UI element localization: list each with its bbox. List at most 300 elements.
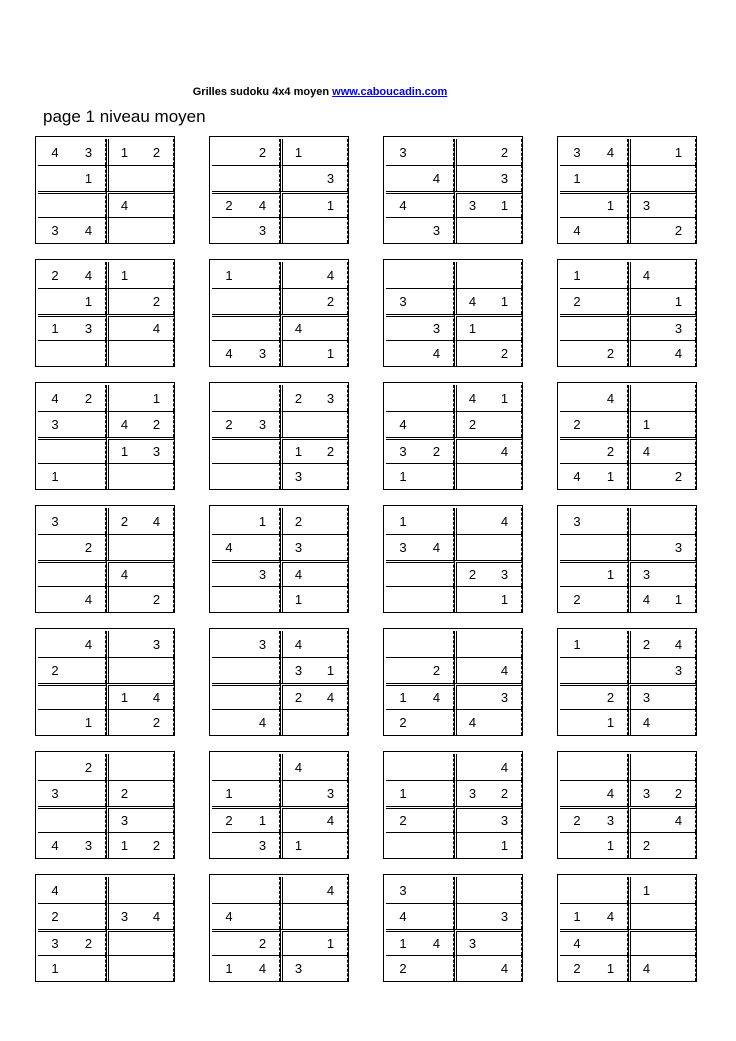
sudoku-cell (246, 780, 280, 806)
sudoku-cell: 4 (72, 262, 106, 288)
sudoku-cell (628, 806, 662, 832)
sudoku-cell (212, 385, 246, 411)
sudoku-grid (35, 628, 175, 736)
sudoku-cell (454, 586, 488, 612)
sudoku-cell (246, 754, 280, 780)
sudoku-cell: 2 (386, 709, 420, 735)
sudoku-cell: 1 (314, 191, 348, 217)
sudoku-cell: 3 (106, 806, 140, 832)
sudoku-cell (420, 463, 454, 489)
sudoku-cell (72, 191, 106, 217)
sudoku-cell: 1 (72, 165, 106, 191)
sudoku-cell (38, 191, 72, 217)
sudoku-cell (212, 683, 246, 709)
sudoku-cell: 4 (386, 903, 420, 929)
sudoku-cell (454, 631, 488, 657)
sudoku-cell: 1 (280, 832, 314, 858)
sudoku-cell: 2 (314, 288, 348, 314)
sudoku-grid (209, 751, 349, 859)
sudoku-cell: 1 (594, 832, 628, 858)
sudoku-cell: 3 (628, 683, 662, 709)
sudoku-cell: 4 (420, 340, 454, 366)
sudoku-cell: 1 (212, 780, 246, 806)
sudoku-cell: 4 (280, 754, 314, 780)
sudoku-cell (386, 754, 420, 780)
sudoku-cell (246, 683, 280, 709)
sudoku-cell (106, 217, 140, 243)
sudoku-cell: 3 (314, 385, 348, 411)
sudoku-cell (454, 463, 488, 489)
sudoku-cell (420, 288, 454, 314)
sudoku-cell (38, 437, 72, 463)
sudoku-cell: 1 (314, 340, 348, 366)
sudoku-cell: 2 (140, 139, 174, 165)
sudoku-cell (662, 955, 696, 981)
sudoku-cell (488, 463, 522, 489)
sudoku-grid (557, 874, 697, 982)
sudoku-cell (314, 709, 348, 735)
sudoku-cell (314, 631, 348, 657)
sudoku-cell (386, 262, 420, 288)
sudoku-grid (557, 259, 697, 367)
sudoku-cell: 1 (386, 929, 420, 955)
sudoku-cell (72, 560, 106, 586)
sudoku-cell: 3 (573, 144, 581, 160)
sudoku-cell: 2 (594, 340, 628, 366)
sudoku-cell (106, 314, 140, 340)
sudoku-cell (212, 217, 246, 243)
sudoku-cell: 2 (38, 903, 72, 929)
sudoku-cell: 4 (662, 340, 696, 366)
sudoku-cell (246, 903, 280, 929)
sudoku-cell (454, 683, 488, 709)
sudoku-cell: 1 (246, 508, 280, 534)
sudoku-cell (662, 411, 696, 437)
sudoku-cell: 4 (140, 683, 174, 709)
sudoku-cell: 3 (662, 657, 696, 683)
sudoku-cell (280, 780, 314, 806)
sudoku-cell (246, 437, 280, 463)
sudoku-grid (35, 136, 175, 244)
sudoku-cell: 1 (38, 463, 72, 489)
sudoku-cell (140, 560, 174, 586)
sudoku-cell: 4 (38, 832, 72, 858)
sudoku-cell: 3 (454, 929, 488, 955)
sudoku-cell (314, 832, 348, 858)
sudoku-cell: 2 (314, 437, 348, 463)
sudoku-cell: 3 (573, 513, 581, 529)
sudoku-cell (106, 463, 140, 489)
sudoku-cell: 1 (280, 437, 314, 463)
sudoku-cell (454, 217, 488, 243)
sudoku-grid (383, 751, 523, 859)
sudoku-cell (560, 560, 594, 586)
sudoku-cell (662, 683, 696, 709)
sudoku-cell (280, 806, 314, 832)
sudoku-cell: 4 (386, 191, 420, 217)
sudoku-cell (628, 508, 662, 534)
sudoku-cell (420, 631, 454, 657)
sudoku-cell: 2 (140, 709, 174, 735)
sudoku-cell: 1 (38, 314, 72, 340)
sudoku-cell: 2 (594, 683, 628, 709)
sudoku-cell: 2 (246, 139, 280, 165)
sudoku-cell (38, 340, 72, 366)
sudoku-cell: 1 (573, 267, 581, 283)
sudoku-cell: 4 (628, 709, 662, 735)
sudoku-cell: 1 (628, 877, 662, 903)
sudoku-cell (488, 314, 522, 340)
sudoku-cell (386, 165, 420, 191)
sudoku-cell: 3 (314, 165, 348, 191)
sudoku-cell (594, 754, 628, 780)
sudoku-cell: 4 (72, 217, 106, 243)
sudoku-cell: 1 (246, 806, 280, 832)
sudoku-grid (35, 505, 175, 613)
sudoku-cell (454, 955, 488, 981)
sudoku-cell (420, 709, 454, 735)
sudoku-cell (212, 560, 246, 586)
sudoku-cell: 4 (454, 385, 488, 411)
sudoku-cell: 1 (106, 139, 140, 165)
sudoku-grid (209, 382, 349, 490)
sudoku-cell (246, 463, 280, 489)
sudoku-cell (106, 385, 140, 411)
sudoku-cell: 3 (246, 832, 280, 858)
sudoku-cell: 4 (280, 631, 314, 657)
sudoku-cell (38, 683, 72, 709)
sudoku-cell (140, 754, 174, 780)
sudoku-cell (72, 657, 106, 683)
sudoku-cell (38, 288, 72, 314)
sudoku-cell: 4 (246, 709, 280, 735)
sudoku-cell: 1 (386, 463, 420, 489)
sudoku-cell (72, 508, 106, 534)
sudoku-cell (106, 586, 140, 612)
sudoku-cell: 3 (72, 832, 106, 858)
sudoku-cell (560, 437, 594, 463)
sudoku-cell (386, 586, 420, 612)
sudoku-cell (420, 560, 454, 586)
sudoku-cell: 4 (420, 165, 454, 191)
sudoku-cell: 2 (140, 832, 174, 858)
sudoku-cell (662, 560, 696, 586)
sudoku-cell: 4 (212, 903, 246, 929)
sudoku-cell (212, 631, 246, 657)
sudoku-cell: 1 (594, 955, 628, 981)
sudoku-cell: 1 (594, 709, 628, 735)
sudoku-cell: 3 (38, 217, 72, 243)
sudoku-cell (386, 560, 420, 586)
sudoku-cell: 3 (106, 903, 140, 929)
sudoku-cell: 4 (560, 463, 594, 489)
sudoku-cell: 1 (106, 683, 140, 709)
sudoku-cell (140, 780, 174, 806)
sudoku-cell: 1 (488, 832, 522, 858)
sudoku-cell: 2 (72, 929, 106, 955)
sudoku-cell: 3 (628, 780, 662, 806)
sudoku-cell (594, 929, 628, 955)
sudoku-cell (420, 411, 454, 437)
sudoku-cell: 1 (106, 262, 140, 288)
sudoku-cell: 1 (140, 385, 174, 411)
sudoku-cell: 3 (662, 534, 696, 560)
sudoku-grid (557, 505, 697, 613)
sudoku-cell (38, 560, 72, 586)
sudoku-cell (454, 903, 488, 929)
sudoku-cell (454, 754, 488, 780)
sudoku-cell (314, 508, 348, 534)
sudoku-cell: 4 (454, 288, 488, 314)
header-link[interactable]: www.caboucadin.com (332, 86, 448, 98)
sudoku-cell (212, 832, 246, 858)
sudoku-cell (594, 217, 628, 243)
sudoku-grid (383, 505, 523, 613)
sudoku-cell: 4 (594, 139, 628, 165)
sudoku-cell (212, 508, 246, 534)
sudoku-cell (72, 463, 106, 489)
header-title: Grilles sudoku 4x4 moyen (192, 86, 330, 98)
sudoku-cell: 2 (72, 534, 106, 560)
sudoku-cell: 4 (246, 191, 280, 217)
sudoku-cell: 1 (488, 191, 522, 217)
sudoku-grid (383, 874, 523, 982)
sudoku-cell (246, 262, 280, 288)
sudoku-cell (72, 683, 106, 709)
sudoku-cell (488, 929, 522, 955)
sudoku-cell: 4 (560, 217, 594, 243)
sudoku-cell (560, 780, 594, 806)
sudoku-cell (280, 411, 314, 437)
sudoku-cell (106, 929, 140, 955)
sudoku-cell (212, 709, 246, 735)
sudoku-cell (212, 754, 246, 780)
sudoku-cell (454, 877, 488, 903)
sudoku-cell (420, 586, 454, 612)
sudoku-cell: 3 (72, 139, 106, 165)
sudoku-grid (383, 382, 523, 490)
sudoku-cell: 1 (106, 832, 140, 858)
sudoku-cell: 2 (560, 806, 594, 832)
sudoku-cell: 3 (420, 314, 454, 340)
sudoku-cell (212, 463, 246, 489)
sudoku-cell (140, 877, 174, 903)
sudoku-cell: 3 (38, 411, 72, 437)
sudoku-cell: 3 (454, 191, 488, 217)
sudoku-cell: 2 (420, 657, 454, 683)
sudoku-cell (386, 832, 420, 858)
sudoku-cell: 2 (454, 560, 488, 586)
sudoku-cell (212, 314, 246, 340)
sudoku-cell: 3 (38, 929, 72, 955)
sudoku-cell: 3 (140, 437, 174, 463)
sudoku-cell (420, 903, 454, 929)
sudoku-cell (454, 534, 488, 560)
sudoku-cell: 1 (560, 903, 594, 929)
sudoku-cell: 4 (488, 754, 522, 780)
sudoku-cell (488, 534, 522, 560)
sudoku-cell (594, 288, 628, 314)
sudoku-cell: 3 (488, 806, 522, 832)
sudoku-cell (420, 832, 454, 858)
sudoku-cell (420, 955, 454, 981)
sudoku-cell (386, 340, 420, 366)
sudoku-cell: 3 (280, 657, 314, 683)
sudoku-cell: 3 (628, 191, 662, 217)
sudoku-cell: 2 (386, 955, 420, 981)
sudoku-cell: 2 (560, 586, 594, 612)
sudoku-grid (35, 751, 175, 859)
sudoku-cell (420, 262, 454, 288)
sudoku-cell (662, 832, 696, 858)
sudoku-cell (314, 411, 348, 437)
sudoku-cell: 3 (399, 144, 407, 160)
sudoku-grid (383, 259, 523, 367)
sudoku-cell (140, 929, 174, 955)
sudoku-cell: 1 (488, 385, 522, 411)
sudoku-cell (72, 903, 106, 929)
sudoku-cell: 3 (38, 780, 72, 806)
sudoku-cell: 1 (488, 586, 522, 612)
sudoku-cell (280, 191, 314, 217)
sudoku-cell: 3 (488, 165, 522, 191)
sudoku-cell: 2 (594, 437, 628, 463)
sudoku-cell: 2 (140, 586, 174, 612)
sudoku-cell (140, 191, 174, 217)
sudoku-cell (140, 165, 174, 191)
sudoku-cell (560, 832, 594, 858)
sudoku-cell (280, 262, 314, 288)
sudoku-cell: 1 (662, 586, 696, 612)
sudoku-cell: 3 (246, 340, 280, 366)
sudoku-cell (420, 754, 454, 780)
sudoku-cell: 3 (140, 631, 174, 657)
sudoku-cell (594, 411, 628, 437)
sudoku-cell (662, 508, 696, 534)
sudoku-cell (246, 586, 280, 612)
sudoku-cell: 1 (454, 314, 488, 340)
sudoku-cell (106, 657, 140, 683)
sudoku-cell: 2 (280, 385, 314, 411)
sudoku-grid (209, 874, 349, 982)
sudoku-cell: 1 (386, 780, 420, 806)
sudoku-cell (280, 929, 314, 955)
sudoku-cell (314, 463, 348, 489)
sudoku-grid (35, 874, 175, 982)
sudoku-cell: 2 (212, 806, 246, 832)
sudoku-cell: 1 (594, 560, 628, 586)
sudoku-cell (662, 262, 696, 288)
sudoku-cell: 4 (280, 314, 314, 340)
sudoku-cell (386, 314, 420, 340)
sudoku-cell: 4 (662, 631, 696, 657)
sudoku-cell (106, 340, 140, 366)
sudoku-cell (560, 754, 594, 780)
sudoku-grid (209, 505, 349, 613)
sudoku-cell (594, 534, 628, 560)
sudoku-cell (280, 340, 314, 366)
sudoku-cell (212, 165, 246, 191)
sudoku-cell: 2 (72, 385, 106, 411)
sudoku-cell: 3 (51, 513, 59, 529)
sudoku-cell: 4 (628, 586, 662, 612)
sudoku-cell (628, 463, 662, 489)
sudoku-cell (454, 806, 488, 832)
sudoku-cell: 4 (72, 631, 106, 657)
sudoku-cell: 4 (488, 955, 522, 981)
sudoku-cell (454, 340, 488, 366)
sudoku-cell: 3 (314, 780, 348, 806)
sudoku-cell (420, 508, 454, 534)
sudoku-grid (35, 382, 175, 490)
sudoku-cell (628, 929, 662, 955)
sudoku-cell (386, 631, 420, 657)
sudoku-cell: 3 (280, 955, 314, 981)
sudoku-cell (72, 877, 106, 903)
sudoku-cell (106, 631, 140, 657)
sudoku-cell: 4 (594, 903, 628, 929)
sudoku-cell (38, 165, 72, 191)
sudoku-cell: 4 (420, 683, 454, 709)
sudoku-cell: 2 (662, 780, 696, 806)
sudoku-cell: 4 (106, 411, 140, 437)
sudoku-cell (314, 534, 348, 560)
sudoku-cell (72, 437, 106, 463)
sudoku-cell (314, 586, 348, 612)
sudoku-cell: 2 (662, 217, 696, 243)
sudoku-cell: 4 (246, 955, 280, 981)
sudoku-cell (106, 955, 140, 981)
sudoku-cell (280, 217, 314, 243)
sudoku-cell (662, 929, 696, 955)
sudoku-cell: 2 (560, 955, 594, 981)
sudoku-cell: 4 (594, 780, 628, 806)
sudoku-grid (557, 751, 697, 859)
sudoku-cell (560, 709, 594, 735)
sudoku-cell (386, 657, 420, 683)
sudoku-cell: 1 (399, 513, 407, 529)
sudoku-cell (212, 877, 246, 903)
sudoku-grid (383, 628, 523, 736)
sudoku-cell: 2 (280, 508, 314, 534)
sudoku-cell (246, 288, 280, 314)
sudoku-cell: 2 (488, 780, 522, 806)
sudoku-cell (106, 709, 140, 735)
sudoku-cell (38, 534, 72, 560)
sudoku-cell (560, 534, 594, 560)
sudoku-cell: 1 (212, 955, 246, 981)
sudoku-cell (314, 314, 348, 340)
sudoku-cell: 2 (386, 806, 420, 832)
sudoku-cell (38, 586, 72, 612)
sudoku-cell: 3 (246, 560, 280, 586)
sudoku-cell (488, 217, 522, 243)
sudoku-cell: 4 (420, 534, 454, 560)
sudoku-cell (560, 657, 594, 683)
sudoku-cell (420, 780, 454, 806)
sudoku-cell: 3 (246, 631, 280, 657)
sudoku-cell (38, 806, 72, 832)
sudoku-grid (557, 382, 697, 490)
sudoku-cell: 1 (628, 411, 662, 437)
sudoku-cell: 2 (106, 508, 140, 534)
sudoku-cell (246, 165, 280, 191)
sudoku-cell: 3 (246, 411, 280, 437)
sudoku-cell (246, 314, 280, 340)
sudoku-cell: 3 (488, 560, 522, 586)
sudoku-grid (209, 259, 349, 367)
sudoku-cell: 3 (386, 288, 420, 314)
